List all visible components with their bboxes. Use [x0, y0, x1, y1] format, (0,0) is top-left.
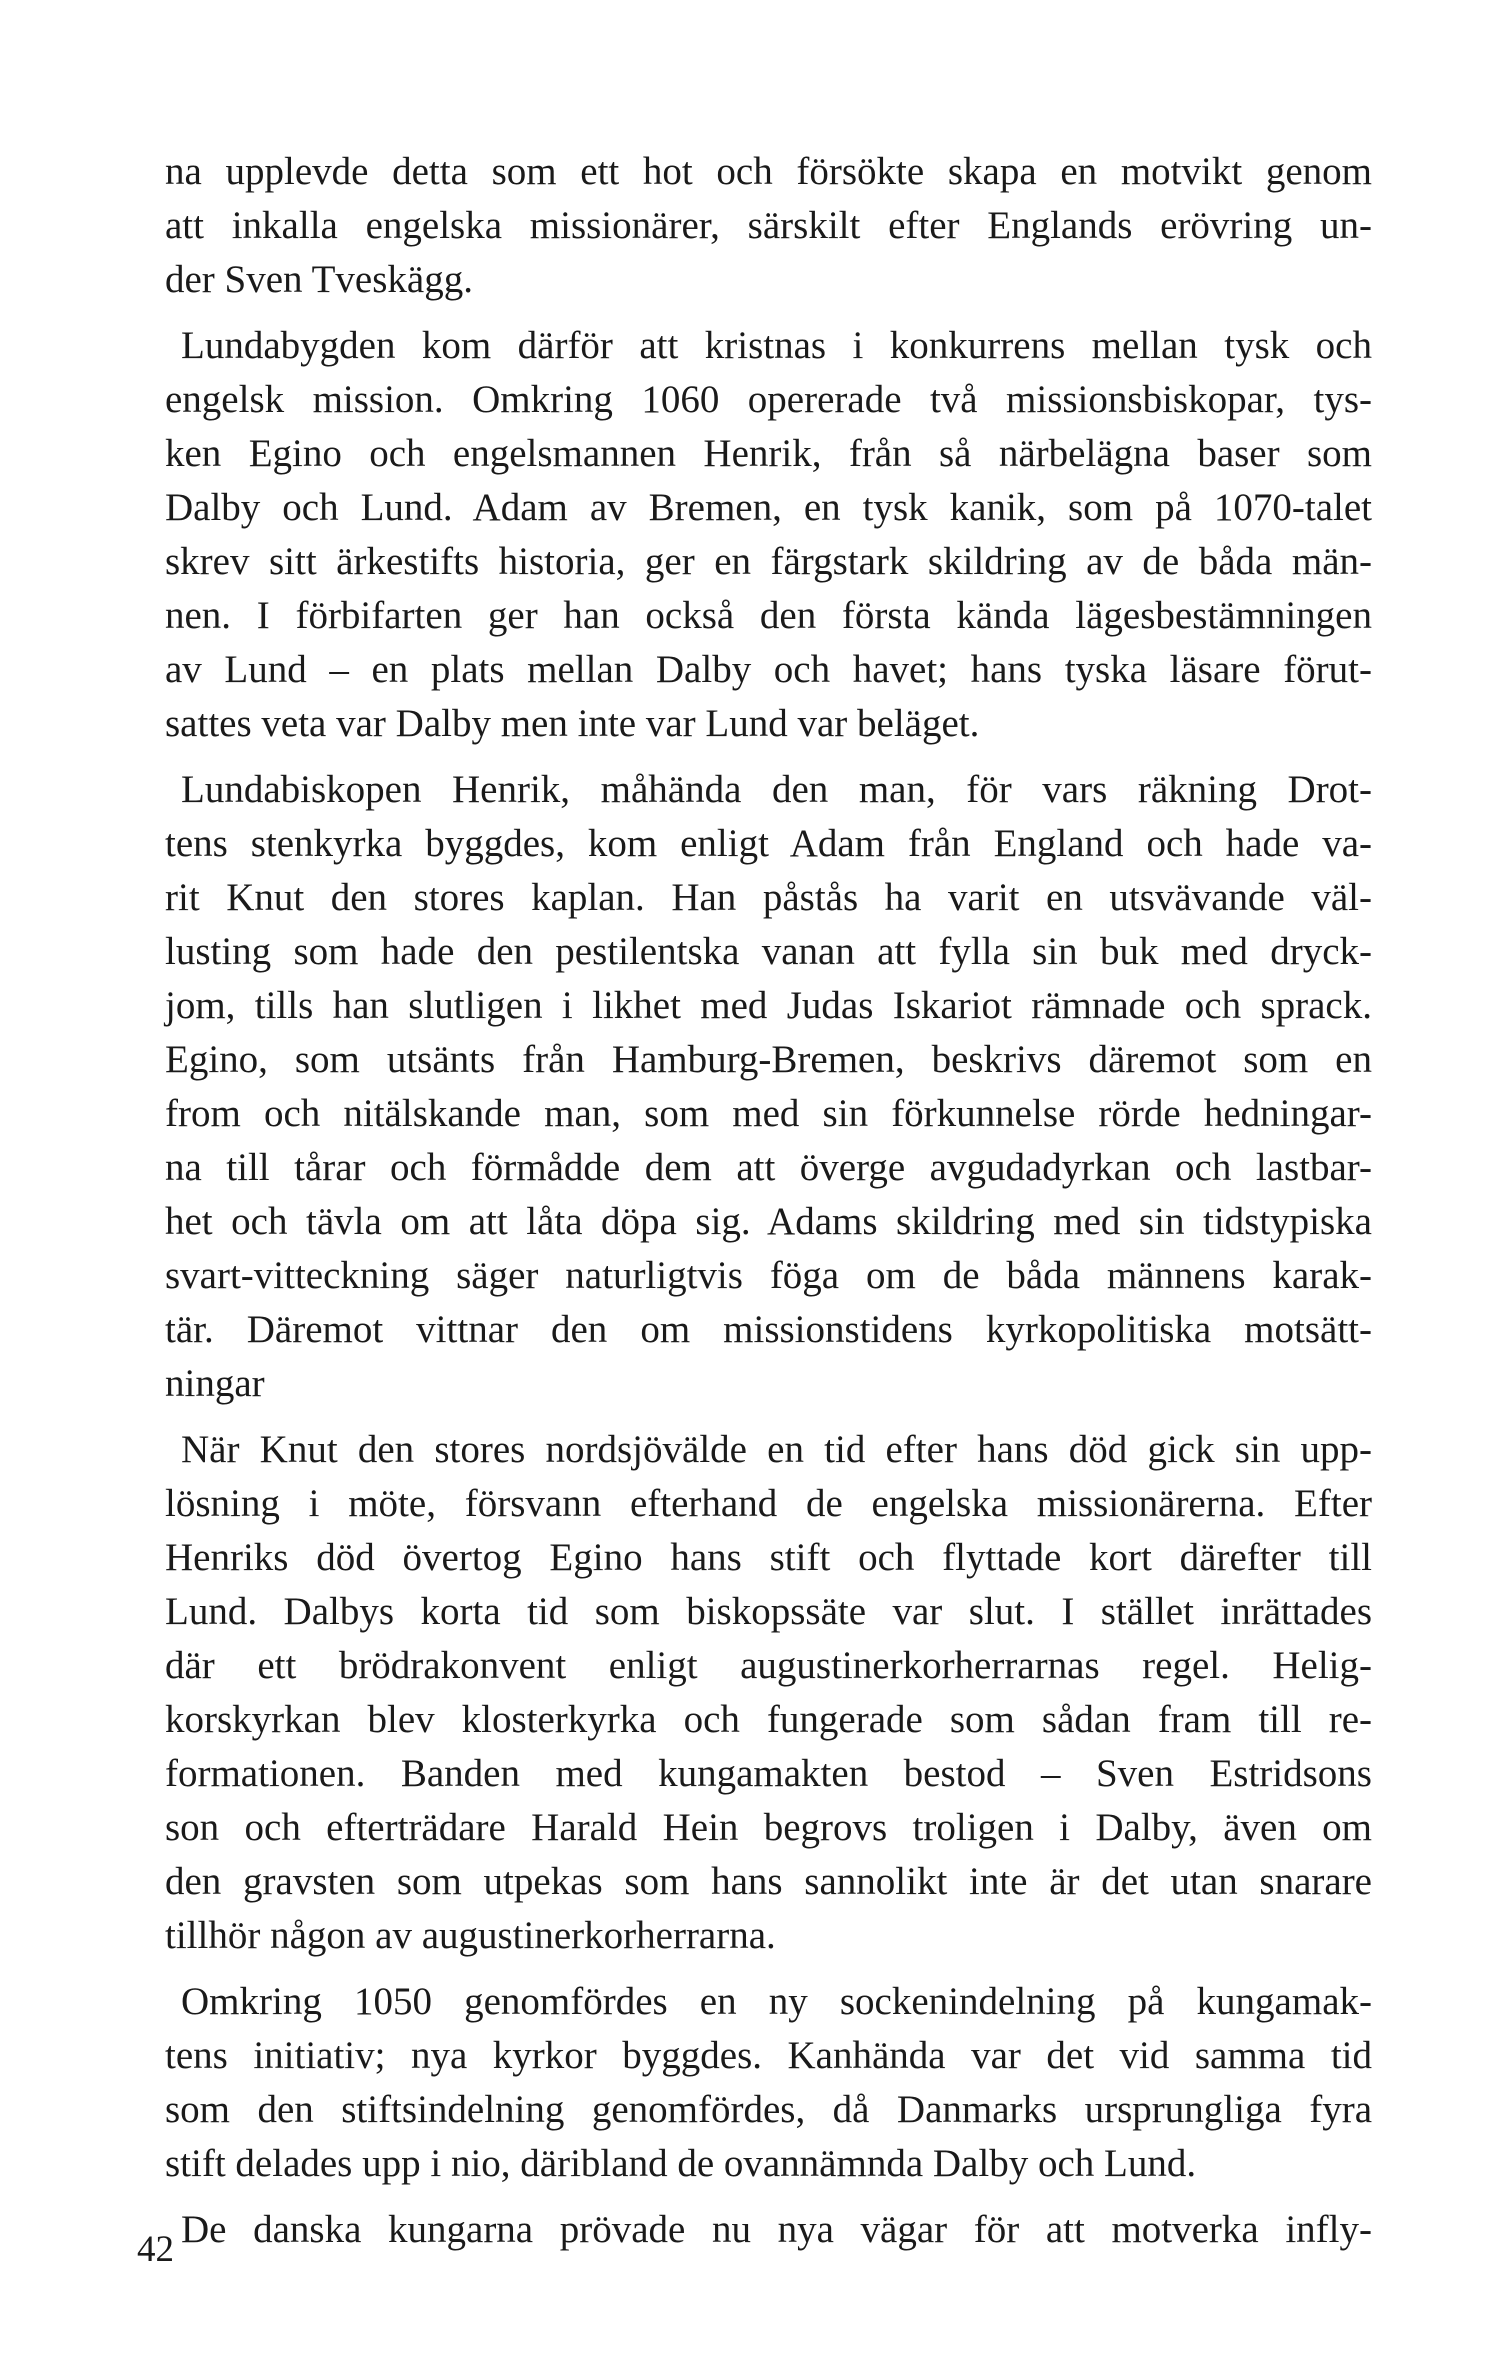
text-line: skrev sitt ärkestifts historia, ger en färgstark skildring av de båda män-	[165, 540, 1372, 583]
text-line: sattes veta var Dalby men inte var Lund var beläget.	[165, 702, 980, 745]
text-line: Lund. Dalbys korta tid som biskopssäte var slut. I stället inrättades	[165, 1590, 1372, 1633]
text-line: av Lund – en plats mellan Dalby och havet; hans tyska läsare förut-	[165, 648, 1372, 691]
text-line: Dalby och Lund. Adam av Bremen, en tysk kanik, som på 1070-talet	[165, 486, 1372, 529]
paragraph	[165, 1423, 1372, 1963]
text-line: svart-vitteckning säger naturligtvis föga om de båda männens karak-	[165, 1254, 1372, 1297]
page-number: 42	[137, 2229, 174, 2270]
paragraph	[165, 1975, 1372, 2191]
text-line: tens initiativ; nya kyrkor byggdes. Kanhända var det vid samma tid	[165, 2034, 1372, 2077]
text-line: där ett brödrakonvent enligt augustinerkorherrarnas regel. Helig-	[165, 1644, 1372, 1687]
paragraph-gap	[165, 751, 1372, 763]
text-line: ken Egino och engelsmannen Henrik, från så närbelägna baser som	[165, 432, 1372, 475]
text-line: korskyrkan blev klosterkyrka och fungerade som sådan fram till re-	[165, 1698, 1372, 1741]
text-line: from och nitälskande man, som med sin förkunnelse rörde hedningar-	[165, 1092, 1372, 1135]
text-line: tär. Däremot vittnar den om missionstidens kyrkopolitiska motsätt-	[165, 1308, 1372, 1351]
text-line: tillhör någon av augustinerkorherrarna.	[165, 1914, 776, 1957]
text-line: Egino, som utsänts från Hamburg-Bremen, beskrivs däremot som en	[165, 1038, 1372, 1081]
text-line: nen. I förbifarten ger han också den första kända lägesbestämningen	[165, 594, 1372, 637]
paragraph-gap	[165, 307, 1372, 319]
text-line: den gravsten som utpekas som hans sannolikt inte är det utan snarare	[165, 1860, 1372, 1903]
text-line: Omkring 1050 genomfördes en ny sockenindelning på kungamak-	[181, 1980, 1372, 2023]
text-line: engelsk mission. Omkring 1060 opererade två missionsbiskopar, tys-	[165, 378, 1372, 421]
paragraph-gap	[165, 1963, 1372, 1975]
text-line: De danska kungarna prövade nu nya vägar för att motverka infly-	[181, 2208, 1372, 2251]
text-line: jom, tills han slutligen i likhet med Judas Iskariot rämnade och sprack.	[165, 984, 1372, 1027]
paragraph-gap	[165, 1411, 1372, 1423]
paragraph-gap	[165, 2191, 1372, 2203]
paragraph	[165, 319, 1372, 751]
text-line: rit Knut den stores kaplan. Han påstås ha varit en utsvävande väl-	[165, 876, 1372, 919]
text-line: Lundabygden kom därför att kristnas i konkurrens mellan tysk och	[181, 324, 1372, 367]
text-line: ningar	[165, 1362, 265, 1405]
paragraph	[165, 763, 1372, 1411]
text-line: som den stiftsindelning genomfördes, då Danmarks ursprungliga fyra	[165, 2088, 1372, 2131]
text-line: na upplevde detta som ett hot och försökte skapa en motvikt genom	[165, 150, 1372, 193]
text-line: son och efterträdare Harald Hein begrovs troligen i Dalby, även om	[165, 1806, 1372, 1849]
text-line: Lundabiskopen Henrik, måhända den man, för vars räkning Drot-	[181, 768, 1372, 811]
text-line: lösning i möte, försvann efterhand de engelska missionärerna. Efter	[165, 1482, 1372, 1525]
paragraph	[165, 145, 1372, 307]
text-line: lusting som hade den pestilentska vanan att fylla sin buk med dryck-	[165, 930, 1372, 973]
body-text	[165, 145, 1372, 2257]
paragraph	[165, 2203, 1372, 2257]
text-line: stift delades upp i nio, däribland de ovannämnda Dalby och Lund.	[165, 2142, 1197, 2185]
text-line: na till tårar och förmådde dem att överge avgudadyrkan och lastbar-	[165, 1146, 1372, 1189]
text-line: tens stenkyrka byggdes, kom enligt Adam från England och hade va-	[165, 822, 1372, 865]
text-line: När Knut den stores nordsjövälde en tid efter hans död gick sin upp-	[181, 1428, 1372, 1471]
text-line: Henriks död övertog Egino hans stift och flyttade kort därefter till	[165, 1536, 1372, 1579]
text-line: het och tävla om att låta döpa sig. Adams skildring med sin tidstypiska	[165, 1200, 1372, 1243]
text-line: formationen. Banden med kungamakten bestod – Sven Estridsons	[165, 1752, 1372, 1795]
text-line: att inkalla engelska missionärer, särskilt efter Englands erövring un-	[165, 204, 1372, 247]
text-line: der Sven Tveskägg.	[165, 258, 473, 301]
